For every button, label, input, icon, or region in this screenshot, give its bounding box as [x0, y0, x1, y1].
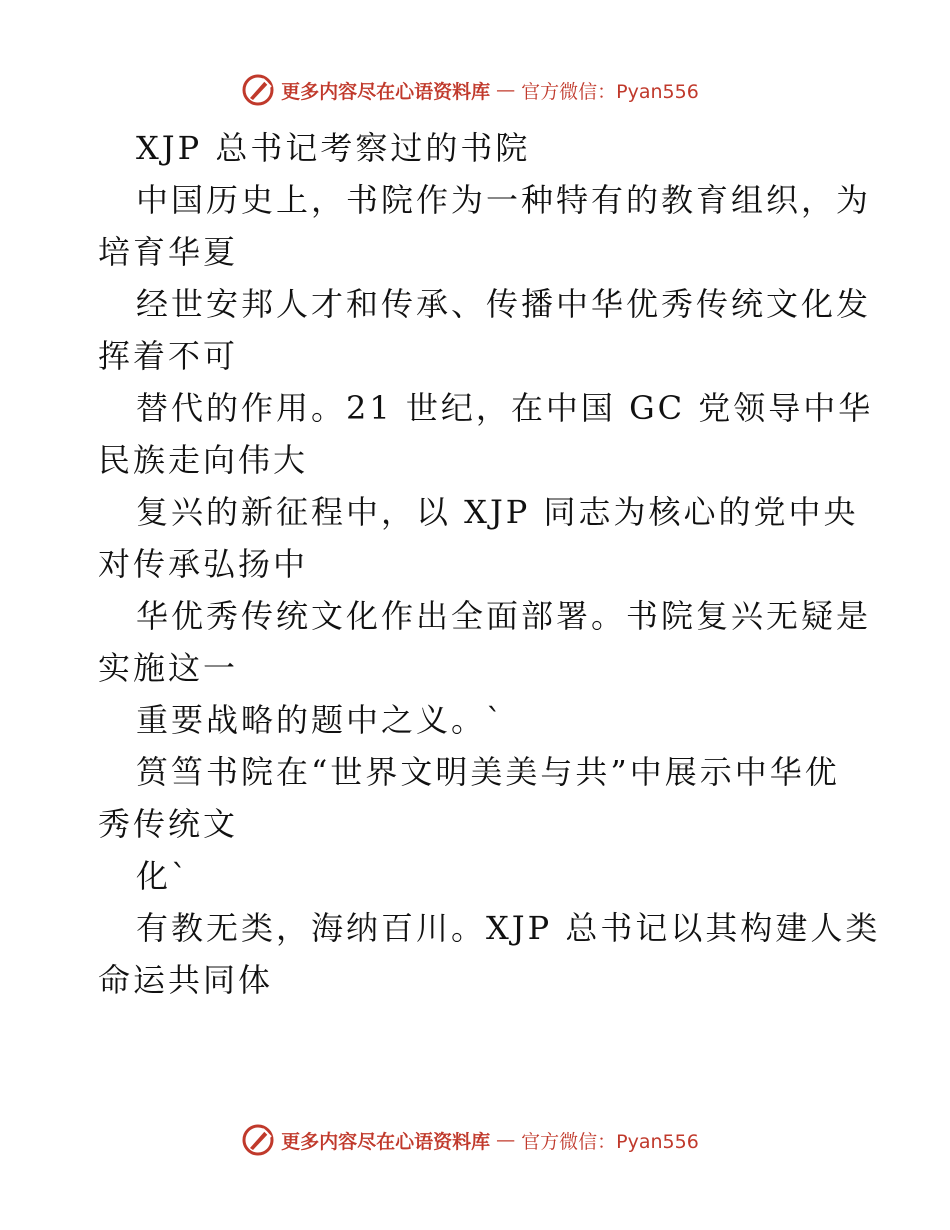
banner-separator: —	[496, 79, 516, 101]
header-banner	[0, 70, 950, 110]
header-banner-content	[241, 73, 699, 107]
quill-in-circle-icon	[241, 73, 275, 107]
banner-title: 更多内容尽在心语资料库	[281, 80, 491, 103]
text-line: 命运共同体	[98, 961, 274, 999]
document-title-line: XJP 总书记考察过的书院	[136, 129, 531, 167]
text-line: 经世安邦人才和传承、传播中华优秀传统文化发	[136, 285, 872, 323]
banner-wechat: 官方微信：Pyan556	[521, 80, 699, 103]
section-heading-line: 化`	[136, 857, 191, 895]
text-line: 培育华夏	[98, 233, 239, 271]
text-line: 挥着不可	[98, 337, 239, 375]
section-heading-line: 筼筜书院在“世界文明美美与共”中展示中华优	[136, 753, 840, 791]
text-line: 民族走向伟大	[98, 441, 309, 479]
section-heading-line: 秀传统文	[98, 805, 239, 843]
footer-banner-content	[241, 1123, 699, 1157]
quill-in-circle-icon	[241, 1123, 275, 1157]
text-line: 实施这一	[98, 649, 239, 687]
text-line: 中国历史上，书院作为一种特有的教育组织，为	[136, 181, 872, 219]
footer-banner	[0, 1120, 950, 1160]
text-line: 重要战略的题中之义。`	[136, 701, 506, 739]
banner-wechat: 官方微信：Pyan556	[521, 1130, 699, 1153]
text-line: 复兴的新征程中，以 XJP 同志为核心的党中央	[136, 493, 859, 531]
document-body	[98, 122, 881, 1006]
text-line: 替代的作用。21 世纪，在中国 GC 党领导中华	[136, 389, 874, 427]
text-line: 华优秀传统文化作出全面部署。书院复兴无疑是	[136, 597, 872, 635]
text-line: 对传承弘扬中	[98, 545, 309, 583]
text-line: 有教无类，海纳百川。XJP 总书记以其构建人类	[136, 909, 881, 947]
banner-separator: —	[496, 1129, 516, 1151]
banner-title: 更多内容尽在心语资料库	[281, 1130, 491, 1153]
